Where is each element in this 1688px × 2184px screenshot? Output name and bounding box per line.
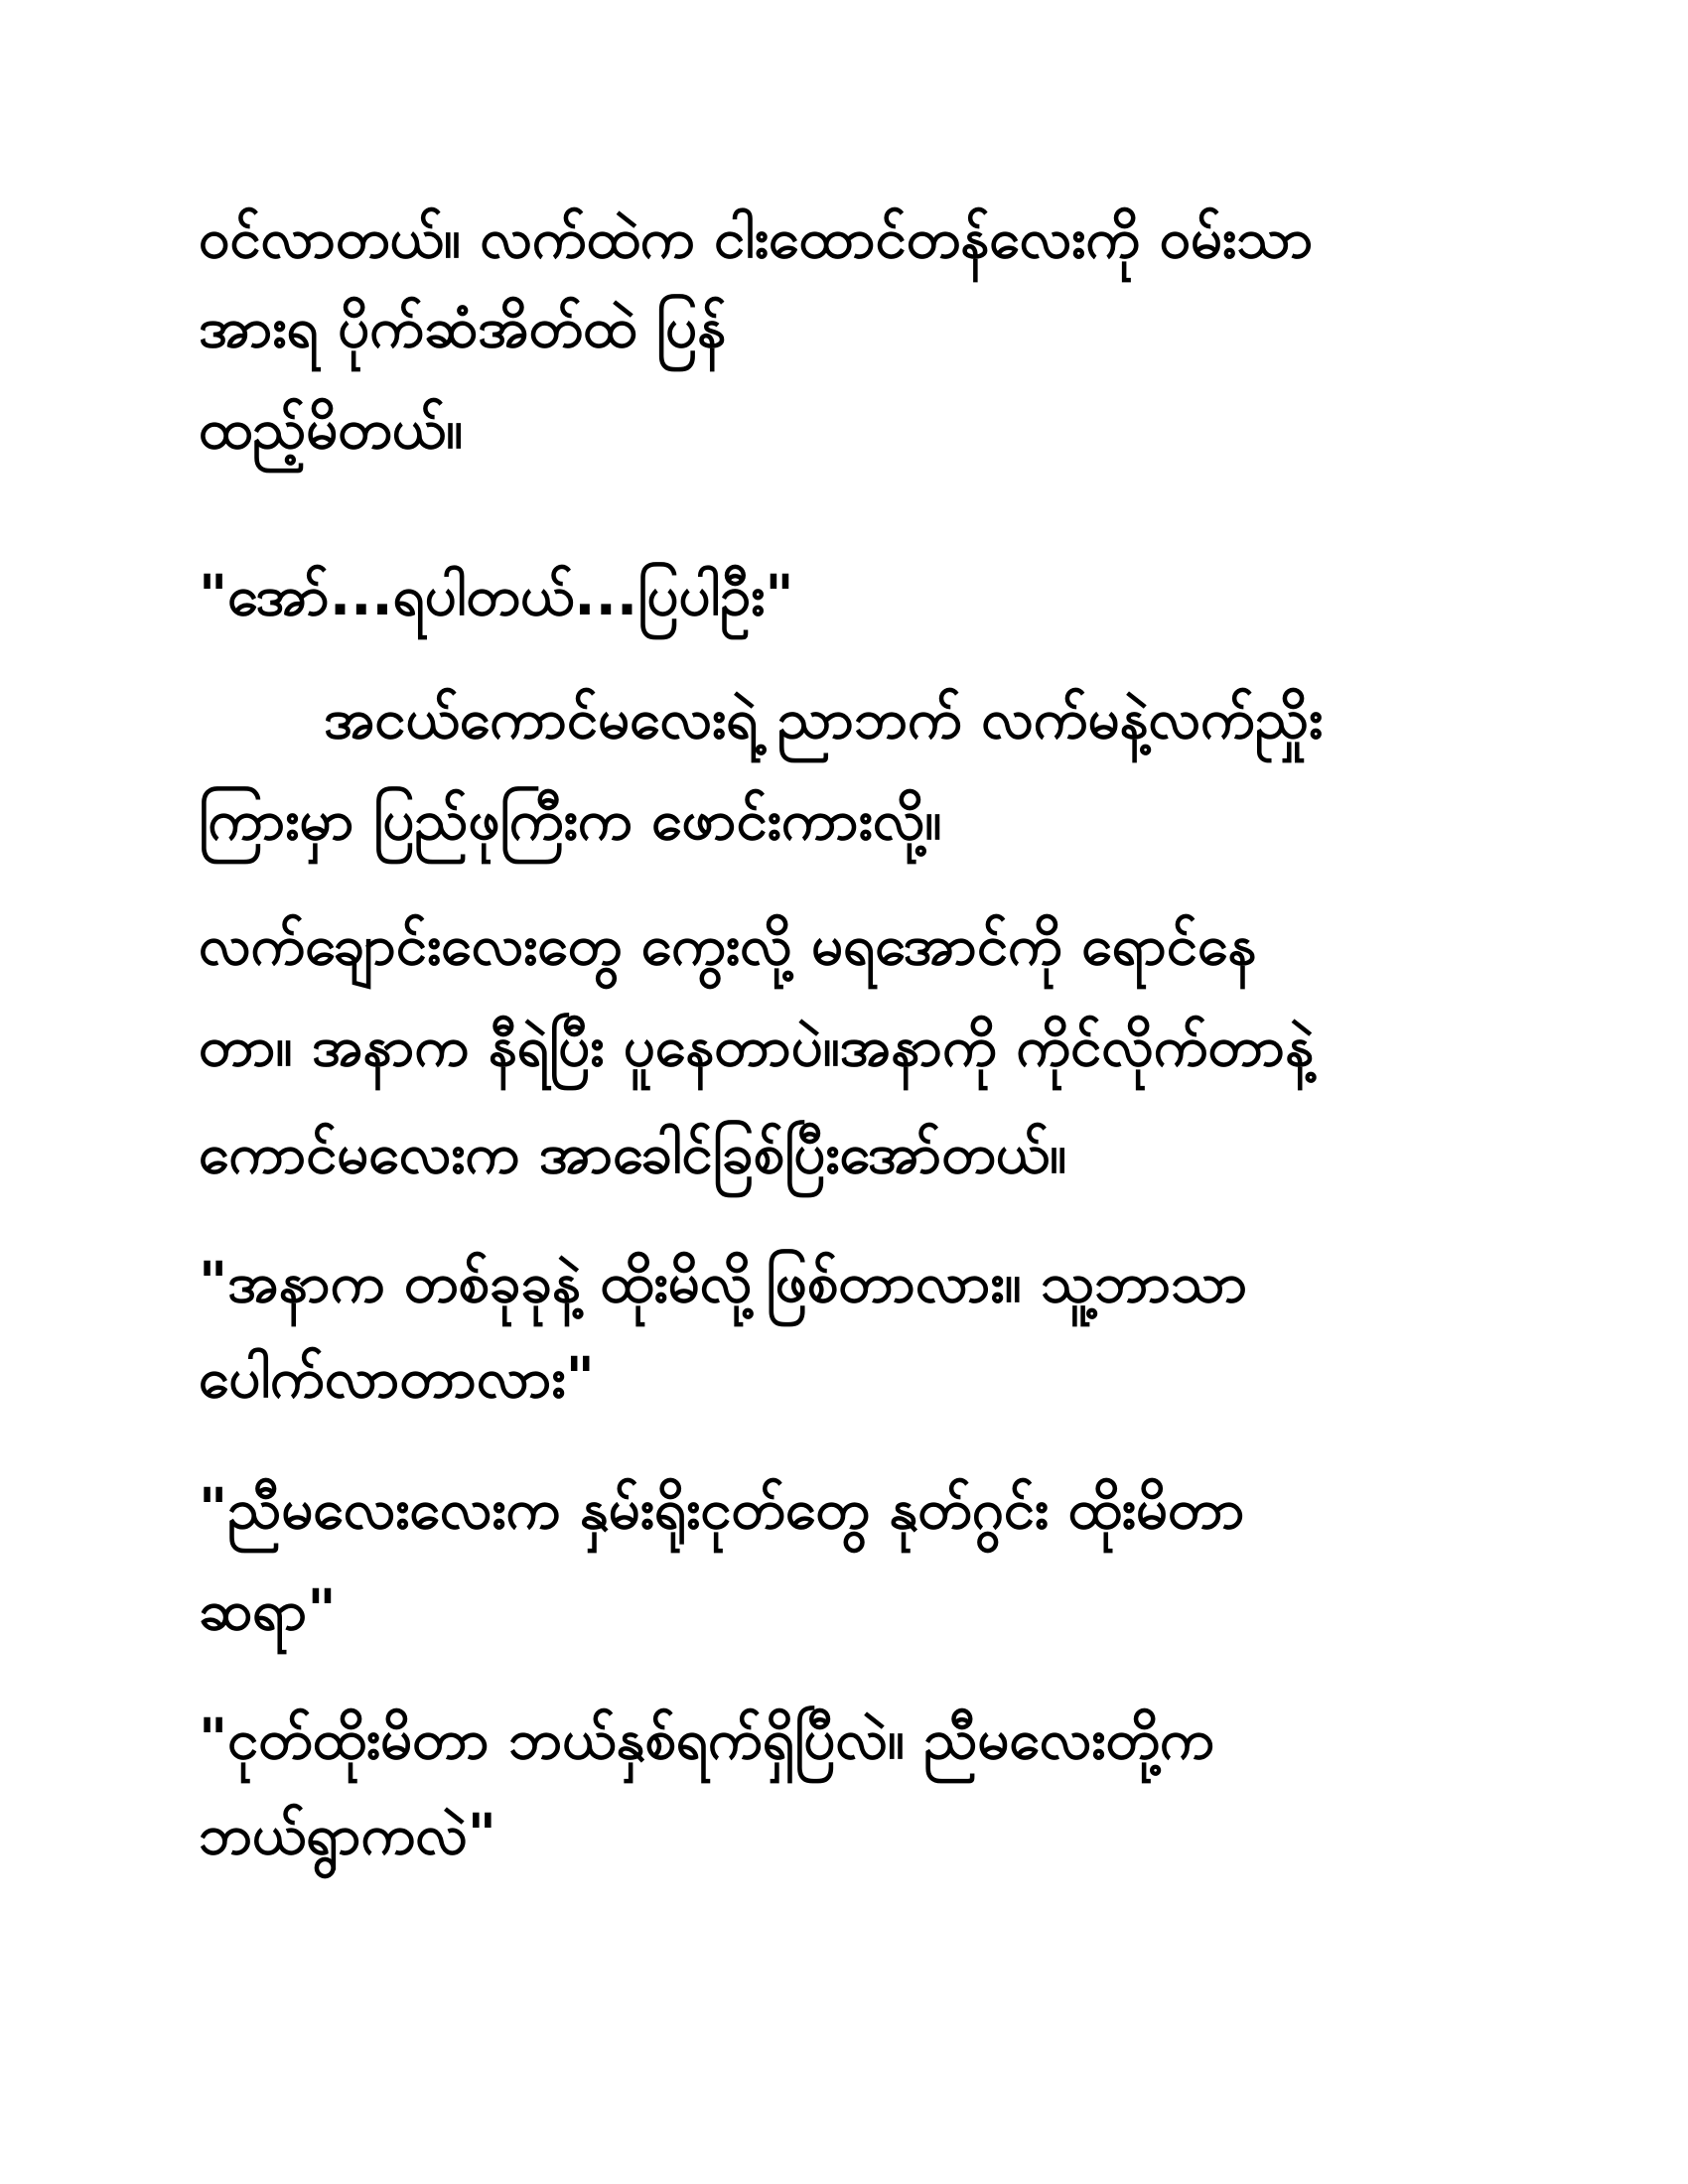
- text-line-11: ပေါက်လာတာလား": [199, 1346, 595, 1411]
- text-line-4: "အော်...ရပါတယ်...ပြပါဦး": [199, 564, 794, 628]
- text-line-8: တာ။ အနာက နီရဲပြီး ပူနေတာပဲ။အနာကို ကိုင်လိုက်တာနဲ့: [199, 1015, 1315, 1079]
- text-line-14: "ငုတ်ထိုးမိတာ ဘယ်နှစ်ရက်ရှိပြီလဲ။ ညီမလေးတို့က: [199, 1707, 1214, 1772]
- text-line-2: အားရ ပိုက်ဆံအိတ်ထဲ ပြန်: [199, 296, 727, 360]
- text-line-10: "အနာက တစ်ခုခုနဲ့ ထိုးမိလို့ဖြစ်တာလား။ သူ့ဘာသာ: [199, 1251, 1248, 1315]
- text-line-3: ထည့်မိတယ်။: [199, 397, 464, 462]
- text-line-13: ဆရာ": [199, 1578, 337, 1643]
- text-line-12: "ညီမလေးလေးက နှမ်းရိုးငုတ်တွေ နုတ်ဂွင်း ထိုးမိတာ: [199, 1477, 1245, 1542]
- text-line-15: ဘယ်ရွာကလဲ": [199, 1803, 496, 1867]
- text-line-7: လက်ချောင်းလေးတွေ ကွေးလို့ မရအောင်ကို ရောင်နေ: [199, 913, 1257, 978]
- text-line-1: ဝင်လာတယ်။ လက်ထဲက ငါးထောင်တန်လေးကို ဝမ်းသာ: [199, 206, 1314, 271]
- text-line-6: ကြားမှာ ပြည်ဖုကြီးက ဖောင်းကားလို့။: [199, 788, 942, 853]
- text-line-9: ကောင်မလေးက အာခေါင်ခြစ်ပြီးအော်တယ်။: [199, 1122, 1067, 1186]
- text-line-5: အငယ်ကောင်မလေးရဲ့ ညာဘက် လက်မနဲ့လက်ညှိုး: [324, 687, 1324, 751]
